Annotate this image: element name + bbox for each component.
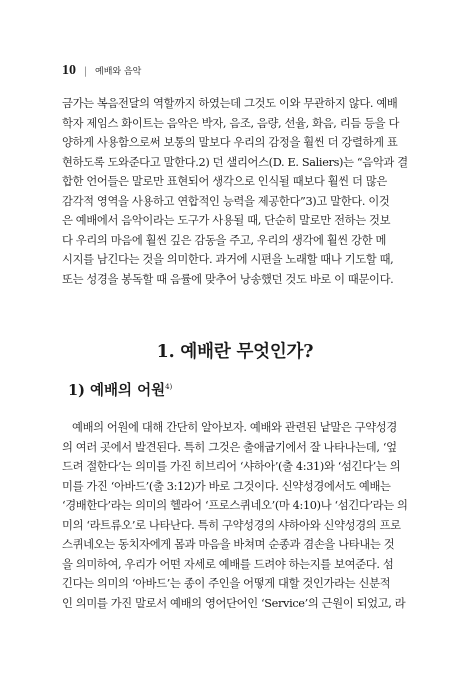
text-line: 예배의 어원에 대해 간단히 알아보자. 예배와 관련된 낱말은 구약성경 xyxy=(72,421,397,434)
body-paragraph-2 xyxy=(62,418,409,613)
footnote-ref: 4) xyxy=(165,383,173,392)
text-line: 합한 언어들은 말로만 표현되어 생각으로 인식될 때보다 훨씬 더 많은 xyxy=(62,175,387,188)
subsection-heading xyxy=(68,379,172,400)
page-number: 10 xyxy=(62,63,76,78)
text-line: 긴다는 의미의 ‘아바드’는 종이 주인을 어떻게 대할 것인가라는 신분적 xyxy=(62,577,391,590)
text-line: 다 우리의 마음에 훨씬 깊은 감동을 주고, 우리의 생각에 훨씬 강한 메 xyxy=(62,233,387,247)
text-line: 은 예배에서 음악이라는 도구가 사용될 때, 단순히 말로만 전하는 것보 xyxy=(62,214,391,227)
text-line: 인 의미를 가진 말로서 예배의 영어단어인 ‘Service’의 근원이 되었고, 라 xyxy=(62,596,406,610)
running-title: 예배와 음악 xyxy=(95,67,142,77)
text-line: 의 여러 곳에서 발견된다. 특히 그것은 출애굽기에서 잘 나타나는데, ‘엎 xyxy=(62,440,397,454)
text-line: 스퀴네오는 동치자에게 몸과 마음을 바쳐며 순종과 겸손을 나타내는 것 xyxy=(62,538,395,551)
section-title: 1. 예배란 무엇인가? xyxy=(156,342,314,362)
text-line: ‘경배한다’라는 의미의 헬라어 ‘프로스퀴네오’(마 4:10)나 ‘섬긴다’라는 의 xyxy=(62,499,408,512)
text-line: 학자 제임스 화이트는 음악은 박자, 음조, 음량, 선율, 화음, 리듬 등을 다 xyxy=(62,116,400,130)
subsection-title: 1) 예배의 어원 xyxy=(68,382,166,399)
running-header xyxy=(62,63,141,79)
header-separator: | xyxy=(83,66,88,77)
text-line: 미의 ‘라트류오’로 나타난다. 특히 구약성경의 샤하아와 신약성경의 프로 xyxy=(62,518,401,532)
text-line: 금가는 복음전달의 역할까지 하였는데 그것도 이와 무관하지 않다. 예배 xyxy=(62,97,398,110)
body-paragraph-1 xyxy=(62,94,409,289)
text-line: 미를 가진 ‘아바드’(출 3:12)가 바로 그것이다. 신약성경에서도 예배는 xyxy=(62,479,391,493)
text-line: 시지를 남긴다는 것을 의미한다. 과거에 시편을 노래할 때나 기도할 때, xyxy=(62,253,394,266)
text-line: 현하도록 도와준다고 말한다.2) 던 샐리어스(D. E. Saliers)는 “음악과 결 xyxy=(62,155,408,169)
text-line: 양하게 사용함으로써 보통의 말보다 우리의 감정을 훨씬 더 강렬하게 표 xyxy=(62,136,398,149)
text-line: 드려 절한다’는 의미를 가진 히브리어 ‘샤하아’(출 4:31)와 ‘섬긴다’는 의 xyxy=(62,460,401,473)
text-line: 을 의미하여, 우리가 어떤 자세로 예배를 드려야 하는지를 보여준다. 섬 xyxy=(62,557,394,571)
text-line: 감각적 영역을 사용하고 연합적인 능력을 제공한다”3)고 말한다. 이것 xyxy=(62,194,390,208)
text-line: 또는 성경을 봉독할 때 음률에 맞추어 낭송했던 것도 바로 이 때문이다. xyxy=(62,272,394,286)
